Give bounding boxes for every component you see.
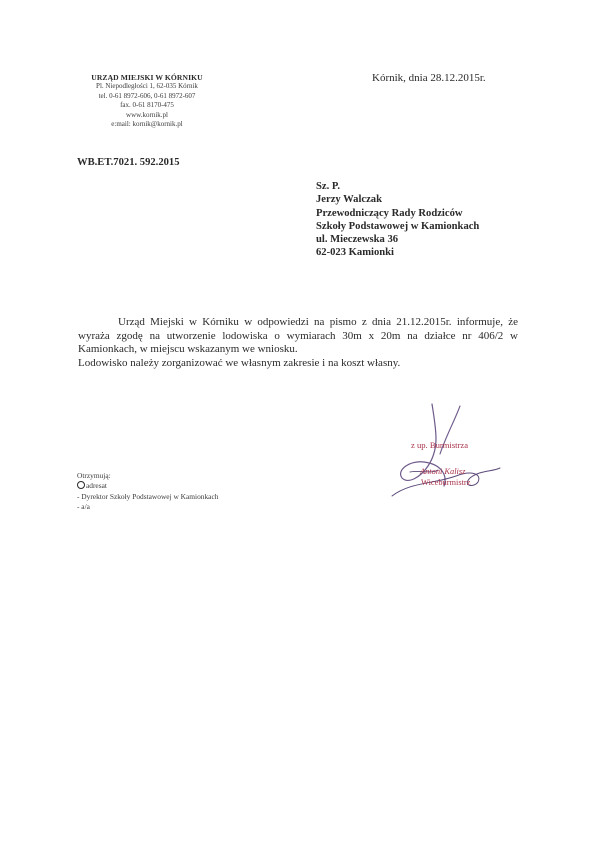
signature-stamp-line: z up. Burmistrza [411,440,469,450]
addressee-line: 62-023 Kamionki [316,247,394,259]
body-second-line: Lodowisko należy zorganizować we własnym zakresie i na koszt własny. [78,356,401,369]
letterhead-address: Pl. Niepodległości 1, 62-035 Kórnik [96,82,198,91]
letterhead-tel: tel. 0-61 8972-606, 0-61 8972-607 [98,91,196,100]
letterhead-org-name: URZĄD MIEJSKI W KÓRNIKU [91,73,203,82]
addressee-line: ul. Mieczewska 36 [316,234,399,246]
addressee-block [316,180,479,260]
addressee-line: Sz. P. [316,181,341,192]
signature-stamp-title: Wiceburmistrz [421,478,471,487]
recipient-item: - a/a [77,502,90,512]
recipients-heading: Otrzymują: [77,471,111,480]
handwritten-signature [380,400,520,510]
letterhead-fax: fax. 0-61 8170-475 [120,101,174,110]
letterhead-www: www.kornik.pl [126,110,168,119]
circled-bullet-icon [77,481,85,489]
body-paragraph: Urząd Miejski w Kórniku w odpowiedzi na pismo z dnia 21.12.2015r. informuje, że wyraża zgodę na utworzenie lodowiska o wymiarach 30m x 20m na działce nr 406/2 w Kamionkach, w miejscu wskazanym we wniosku. [78,316,518,356]
recipients-list [77,471,218,513]
place-date: Kórnik, dnia 28.12.2015r. [372,72,486,84]
letterhead-email: e:mail: kornik@kornik.pl [111,120,183,129]
addressee-line: Jerzy Walczak [316,194,382,206]
recipient-item: adresat [77,481,218,491]
addressee-line: Szkoły Podstawowej w Kamionkach [316,220,480,232]
signature-stamp-name: Antoni Kalisz [420,467,466,476]
recipient-item: - Dyrektor Szkoły Podstawowej w Kamionkach [77,491,219,501]
letterhead [72,73,222,129]
reference-number: WB.ET.7021. 592.2015 [77,157,180,168]
letter-body [78,316,518,370]
addressee-line: Przewodniczący Rady Rodziców [316,207,463,219]
